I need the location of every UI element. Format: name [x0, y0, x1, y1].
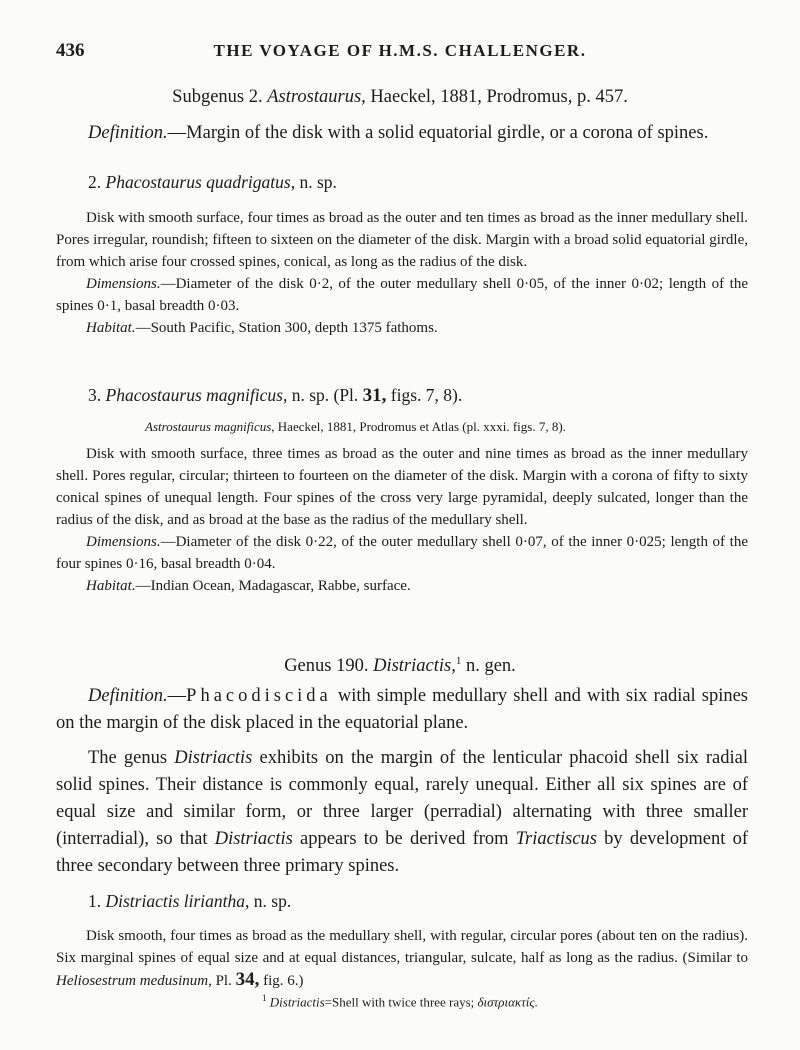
species-1-body	[56, 925, 748, 992]
species-2-habitat-label: Habitat.	[86, 320, 136, 336]
genus-para-1: The genus	[88, 748, 175, 768]
genus-definition-group: Phacodiscida	[186, 686, 332, 706]
species-1-heading	[88, 891, 291, 912]
genus-para-2: exhibits on the margin of the lenticular phacoid shell six radial solid spines. Their distance is commonly equal, rarely unequal. Either all six spines are of equal size and similar form, or three larger (perradial) alternating with three smaller (interradial), so that	[56, 748, 748, 849]
species-1-plate: 34,	[235, 969, 260, 990]
species-2-body	[56, 207, 748, 339]
species-3-plate: 31,	[362, 385, 387, 406]
species-3-habitat-label: Habitat.	[86, 578, 136, 594]
genus-para-3: appears to be derived from	[292, 829, 516, 849]
species-1-name: Distriactis liriantha	[105, 891, 246, 911]
species-2-description: Disk with smooth surface, four times as broad as the outer and ten times as broad as the inner medullary shell. Pores irregular, roundish; fifteen to sixteen on the diameter of the disk. Margin with a broad solid equatorial girdle, from which arise four crossed spines, conical, as long as the radius of the disk.	[56, 210, 748, 270]
species-3-synonym-name: Astrostaurus magnificus	[145, 419, 272, 434]
genus-lead: Genus 190.	[284, 656, 369, 677]
species-3-habitat-text: —Indian Ocean, Madagascar, Rabbe, surface.	[135, 578, 411, 594]
genus-definition-text: with simple medullary shell and with six radial spines on the margin of the disk placed in the equatorial plane.	[56, 686, 748, 733]
species-3-name: Phacostaurus magnificus	[105, 385, 283, 405]
page-number: 436	[56, 40, 85, 61]
species-1-description: Disk smooth, four times as broad as the medullary shell, with regular, circular pores (about ten on the radius). Six marginal spines of equal size and at equal distances, triangular, sulcate, half as long as the radius. (Similar to	[56, 928, 748, 966]
species-2-habitat-text: —South Pacific, Station 300, depth 1375 fathoms.	[135, 320, 438, 336]
species-2-suffix: , n. sp.	[290, 172, 337, 192]
species-2-dimensions	[56, 273, 748, 317]
species-3-description: Disk with smooth surface, three times as broad as the outer and nine times as broad as the inner medullary shell. Pores regular, circular; thirteen to fourteen on the diameter of the disk. Margin with a corona of fifty to sixty conical spines of unequal length. Four spines of the cross very large pyramidal, deeply sulcated, longer than the radius of the disk, and as broad at the base as the radius of the medullary shell.	[56, 446, 748, 528]
species-2-name: Phacostaurus quadrigatus	[105, 172, 291, 192]
species-3-dimensions	[56, 531, 748, 575]
genus-paragraph	[56, 745, 748, 880]
species-2-number: 2.	[88, 172, 102, 192]
footnote	[0, 993, 800, 1010]
subgenus-definition-label: Definition.	[88, 123, 168, 143]
genus-para-4: by development of three secondary between three primary spines.	[56, 829, 748, 876]
species-2-heading	[88, 172, 337, 193]
species-3-dimensions-label: Dimensions.	[86, 534, 161, 550]
species-3-synonym	[145, 419, 566, 435]
genus-suffix: n. gen.	[461, 656, 516, 677]
species-3-habitat	[56, 575, 748, 597]
subgenus-heading	[0, 84, 800, 111]
genus-definition-label: Definition.	[88, 686, 168, 706]
subgenus-lead: Subgenus 2.	[172, 87, 263, 107]
subgenus-ref: , Haeckel, 1881, Prodromus, p. 457.	[361, 87, 628, 107]
genus-para-name-1: Distriactis	[174, 748, 253, 768]
species-3-suffix: , n. sp. (Pl.	[282, 385, 359, 405]
species-1-similar-pl: , Pl.	[208, 973, 232, 989]
species-3-number: 3.	[88, 385, 102, 405]
genus-definition: Definition.—Phacodiscida with simple medullary shell and with six radial spines on the margin of the disk placed in the equatorial plane.	[56, 686, 748, 733]
subgenus-name: Astrostaurus	[267, 87, 362, 107]
species-3-synonym-ref: , Haeckel, 1881, Prodromus et Atlas (pl. xxxi. figs. 7, 8).	[271, 419, 566, 434]
genus-para-name-3: Triactiscus	[515, 829, 597, 849]
footnote-name: Distriactis	[269, 994, 325, 1010]
footnote-text: =Shell with twice three rays;	[324, 994, 475, 1010]
species-3-heading	[88, 385, 462, 407]
species-1-similar-name: Heliosestrum medusinum	[56, 973, 209, 989]
species-3-figs: figs. 7, 8).	[390, 385, 463, 405]
genus-name: Distriactis,	[373, 656, 456, 677]
subgenus-definition	[88, 120, 708, 147]
species-2-dimensions-text: —Diameter of the disk 0·2, of the outer medullary shell 0·05, of the inner 0·02; length of the spines 0·1, basal breadth 0·03.	[56, 276, 748, 314]
genus-heading	[0, 648, 800, 680]
subgenus-definition-text: —Margin of the disk with a solid equatorial girdle, or a corona of spines.	[167, 123, 709, 143]
footnote-greek: διστριακτίς.	[477, 994, 538, 1010]
species-1-suffix: , n. sp.	[245, 891, 292, 911]
species-1-similar-end: fig. 6.)	[259, 973, 304, 989]
species-2-dimensions-label: Dimensions.	[86, 276, 161, 292]
species-3-body	[56, 443, 748, 597]
running-title: THE VOYAGE OF H.M.S. CHALLENGER.	[213, 41, 587, 60]
species-3-dimensions-text: —Diameter of the disk 0·22, of the outer medullary shell 0·07, of the inner 0·025; length of the four spines 0·16, basal breadth 0·04.	[56, 534, 748, 572]
species-2-habitat	[56, 317, 748, 339]
footnote-mark: 1	[262, 993, 267, 1003]
species-1-number: 1.	[88, 891, 102, 911]
genus-para-name-2: Distriactis	[214, 829, 293, 849]
genus-footnote-mark: 1	[455, 655, 462, 667]
